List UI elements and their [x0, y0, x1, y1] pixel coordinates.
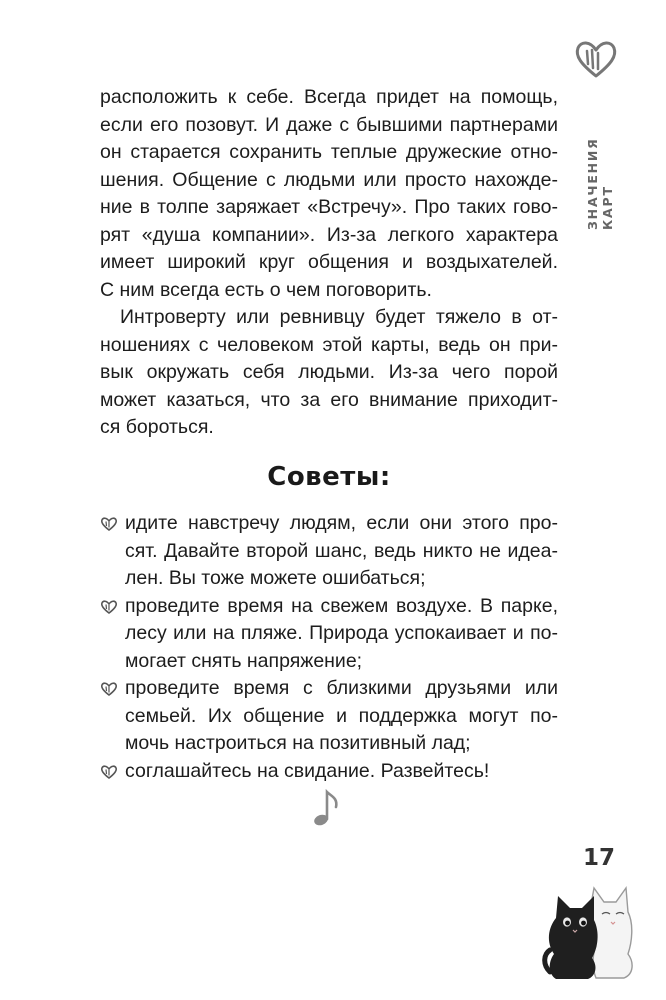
text-line: С ним всегда есть о чем поговорить. [100, 278, 432, 301]
text-line: ся бороться. [100, 416, 214, 438]
tips-heading: Советы: [267, 462, 391, 492]
text-line: сят. Давайте второй шанс, ведь никто не идеа- [125, 539, 558, 562]
text-line: лен. Вы тоже можете ошибаться; [125, 567, 426, 589]
heart-bullet-icon [100, 764, 118, 780]
list-item [100, 675, 558, 758]
text-line: лесу или на пляже. Природа успокаивает и по- [125, 622, 558, 644]
music-note-icon [311, 788, 343, 828]
page-number: 17 [582, 845, 615, 871]
text-line: вык окружать себя людьми. Из-за чего порой [100, 361, 558, 383]
heart-doodle-icon [573, 36, 619, 82]
text-line: проведите время с близкими друзьями или [125, 677, 558, 699]
text-line: может казаться, что за его внимание приходит- [100, 388, 558, 411]
text-line: ние в толпе заряжает «Встречу». Про таких гово- [100, 196, 558, 218]
text-line: мочь настроиться на позитивный лад; [125, 732, 471, 754]
tips-list [100, 510, 558, 785]
text-line: рят «душа компании». Из-за легкого характера [100, 223, 558, 246]
text-line: семьей. Их общение и поддержка могут по- [125, 704, 558, 727]
cats-illustration [542, 880, 638, 980]
text-line: ношениях с человеком этой карты, ведь он при- [100, 333, 558, 356]
text-line: если его позовут. И даже с бывшими партнерами [100, 113, 558, 136]
paragraph-2 [100, 304, 558, 442]
list-item [100, 758, 558, 786]
text-line: Интроверту или ревнивцу будет тяжело в от- [120, 306, 558, 328]
heart-bullet-icon [100, 516, 118, 532]
text-line: имеет широкий круг общения и воздыхателей. [100, 251, 558, 273]
paragraph-1 [100, 84, 558, 304]
list-item [100, 510, 558, 593]
text-line: он старается сохранить теплые дружеские отно- [100, 141, 558, 163]
list-item [100, 593, 558, 676]
text-line: идите навстречу людям, если они этого про- [125, 512, 558, 534]
heart-bullet-icon [100, 681, 118, 697]
text-line: проведите время на свежем воздухе. В парке, [125, 594, 558, 617]
text-line: соглашайтесь на свидание. Развейтесь! [125, 759, 490, 782]
heart-bullet-icon [100, 599, 118, 615]
body-text [100, 84, 558, 442]
text-line: расположить к себе. Всегда придет на помощь, [100, 86, 558, 108]
section-side-label: ЗНАЧЕНИЯ КАРТ [585, 137, 615, 230]
text-line: могает снять напряжение; [125, 649, 363, 672]
text-line: шения. Общение с людьми или просто нахожде- [100, 168, 558, 191]
